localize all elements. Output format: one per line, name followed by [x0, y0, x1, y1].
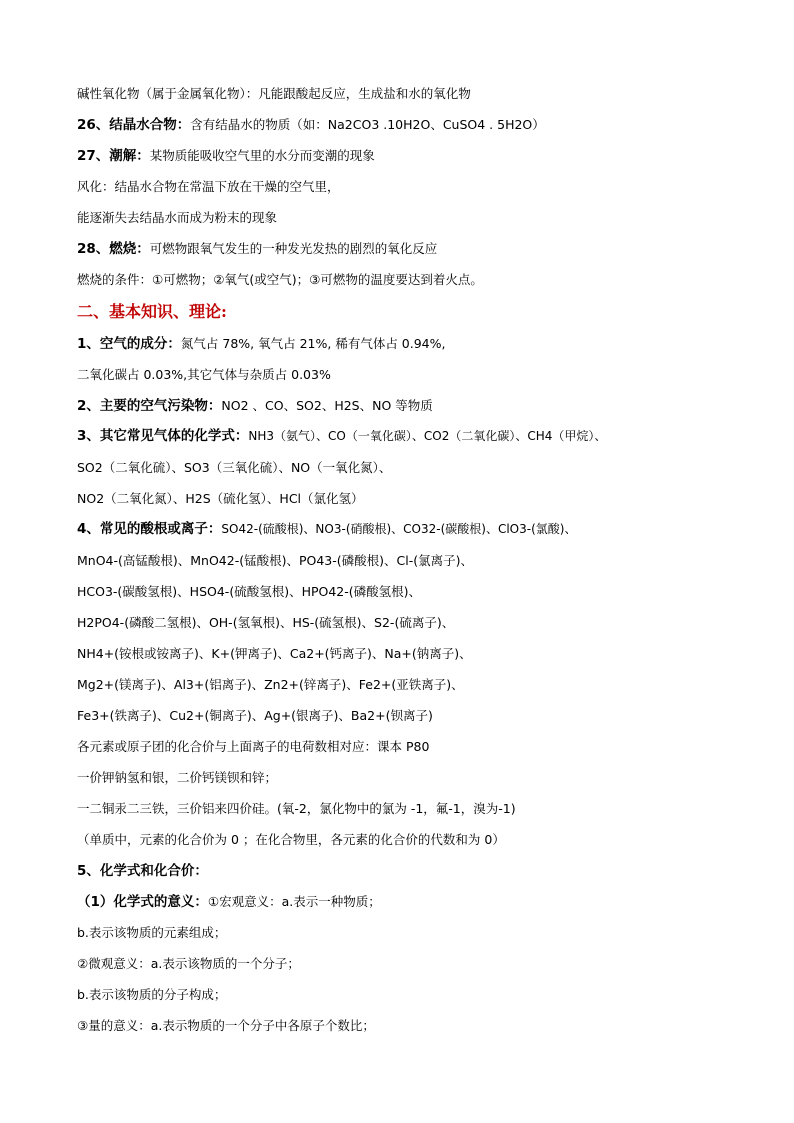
line-text: ③量的意义：a.表示物质的一个分子中各原子个数比；	[77, 1018, 375, 1033]
text-line-gas-formulas-3	[77, 483, 757, 514]
section-heading: 二、基本知识、理论:	[77, 302, 227, 321]
term-label: 28、燃烧：	[77, 241, 150, 257]
text-line-deliquescence	[77, 140, 757, 171]
line-text: 二氧化碳占 0.03%,其它气体与杂质占 0.03%	[77, 367, 331, 382]
term-label: 4、常见的酸根或离子：	[77, 521, 222, 537]
text-line-formula-meaning	[77, 886, 757, 917]
line-text: 某物质能吸收空气里的水分而变潮的现象	[149, 148, 375, 163]
line-text: 氮气占 78%, 氧气占 21%, 稀有气体占 0.94%,	[180, 336, 446, 351]
text-line-combustion-conditions	[77, 264, 757, 295]
line-text: NH3（氨气）、CO（一氧化碳）、CO2（二氧化碳）、CH4（甲烷）、	[248, 429, 607, 443]
line-text: SO2（二氧化硫）、SO3（三氧化硫）、NO（一氧化氮）、	[77, 460, 392, 475]
text-line-gas-formulas	[77, 421, 757, 452]
line-text: Fe3+(铁离子)、Cu2+(铜离子)、Ag+(银离子)、Ba2+(钡离子)	[77, 708, 433, 723]
document-page	[77, 78, 757, 1041]
term-label: 2、主要的空气污染物：	[77, 398, 222, 414]
line-text: NO2（二氧化氮）、H2S（硫化氢）、HCl（氯化氢）	[77, 491, 364, 506]
text-line-combustion	[77, 233, 757, 264]
line-text: 可燃物跟氧气发生的一种发光发热的剧烈的氧化反应	[149, 241, 438, 256]
line-text: HCO3-(碳酸氢根)、HSO4-(硫酸氢根)、HPO42-(磷酸氢根)、	[77, 584, 422, 599]
text-line-ions-7	[77, 700, 757, 731]
text-line-gas-formulas-2	[77, 452, 757, 483]
line-text: 一二铜汞二三铁，三价铝来四价硅。(氧-2，氯化物中的氯为 -1，氟-1，溴为-1)	[77, 801, 516, 816]
text-line-valence-rhyme-1	[77, 762, 757, 793]
line-text: 碱性氧化物（属于金属氧化物）：凡能跟酸起反应，生成盐和水的氧化物	[77, 86, 471, 101]
text-line-air-composition	[77, 328, 757, 359]
line-text: ②微观意义：a.表示该物质的一个分子；	[77, 956, 300, 971]
text-line-valence-note	[77, 731, 757, 762]
line-text: b.表示该物质的分子构成；	[77, 987, 227, 1002]
text-line-air-pollutants	[77, 390, 757, 421]
term-label: （1）化学式的意义：	[77, 894, 208, 910]
term-label: 3、其它常见气体的化学式：	[77, 428, 249, 444]
text-line-quantity-meaning	[77, 1010, 757, 1041]
text-line-micro-meaning-b	[77, 979, 757, 1010]
text-line-efflorescence	[77, 171, 757, 202]
line-text: NO2 、CO、SO2、H2S、NO 等物质	[221, 398, 433, 413]
line-text: 风化：结晶水合物在常温下放在干燥的空气里，	[77, 179, 340, 194]
line-text: SO42-(硫酸根)、NO3-(硝酸根)、CO32-(碳酸根)、ClO3-(氯酸)、	[221, 522, 577, 536]
term-label: 27、潮解：	[77, 148, 150, 164]
text-line-basic-oxide	[77, 78, 757, 109]
text-line-ions-4	[77, 607, 757, 638]
line-text: （单质中，元素的化合价为 0 ；在化合物里，各元素的化合价的代数和为 0）	[77, 832, 505, 847]
text-line-ions-3	[77, 576, 757, 607]
term-label: 5、化学式和化合价：	[77, 863, 208, 879]
text-line-formula-valence-heading	[77, 855, 757, 886]
text-line-ions-2	[77, 545, 757, 576]
text-line-valence-rule	[77, 824, 757, 855]
line-text: Mg2+(镁离子)、Al3+(铝离子)、Zn2+(锌离子)、Fe2+(亚铁离子)、	[77, 677, 464, 692]
text-line-ions-5	[77, 638, 757, 669]
text-line-efflorescence-cont	[77, 202, 757, 233]
text-line-ions	[77, 514, 757, 545]
line-text: 各元素或原子团的化合价与上面离子的电荷数相对应：课本 P80	[77, 739, 430, 754]
line-text: NH4+(铵根或铵离子)、K+(钾离子)、Ca2+(钙离子)、Na+(钠离子)、	[77, 646, 472, 661]
text-line-formula-meaning-b	[77, 917, 757, 948]
line-text: 含有结晶水的物质（如：Na2CO3 .10H2O、CuSO4 . 5H2O）	[190, 117, 545, 132]
text-line-micro-meaning	[77, 948, 757, 979]
line-text: MnO4-(高锰酸根)、MnO42-(锰酸根)、PO43-(磷酸根)、Cl-(氯离子)、	[77, 553, 473, 568]
line-text: ①宏观意义：a.表示一种物质；	[207, 894, 381, 909]
line-text: 一价钾钠氢和银，二价钙镁钡和锌；	[77, 770, 278, 785]
line-text: H2PO4-(磷酸二氢根)、OH-(氢氧根)、HS-(硫氢根)、S2-(硫离子)、	[77, 615, 455, 630]
line-text: 燃烧的条件：①可燃物；②氧气(或空气)；③可燃物的温度要达到着火点。	[77, 272, 483, 287]
text-line-ions-6	[77, 669, 757, 700]
text-line-valence-rhyme-2	[77, 793, 757, 824]
term-label: 26、结晶水合物：	[77, 117, 191, 133]
term-label: 1、空气的成分：	[77, 336, 181, 352]
line-text: b.表示该物质的元素组成；	[77, 925, 227, 940]
text-line-hydrate	[77, 109, 757, 140]
line-text: 能逐渐失去结晶水而成为粉末的现象	[77, 210, 278, 225]
text-line-air-composition-cont	[77, 359, 757, 390]
